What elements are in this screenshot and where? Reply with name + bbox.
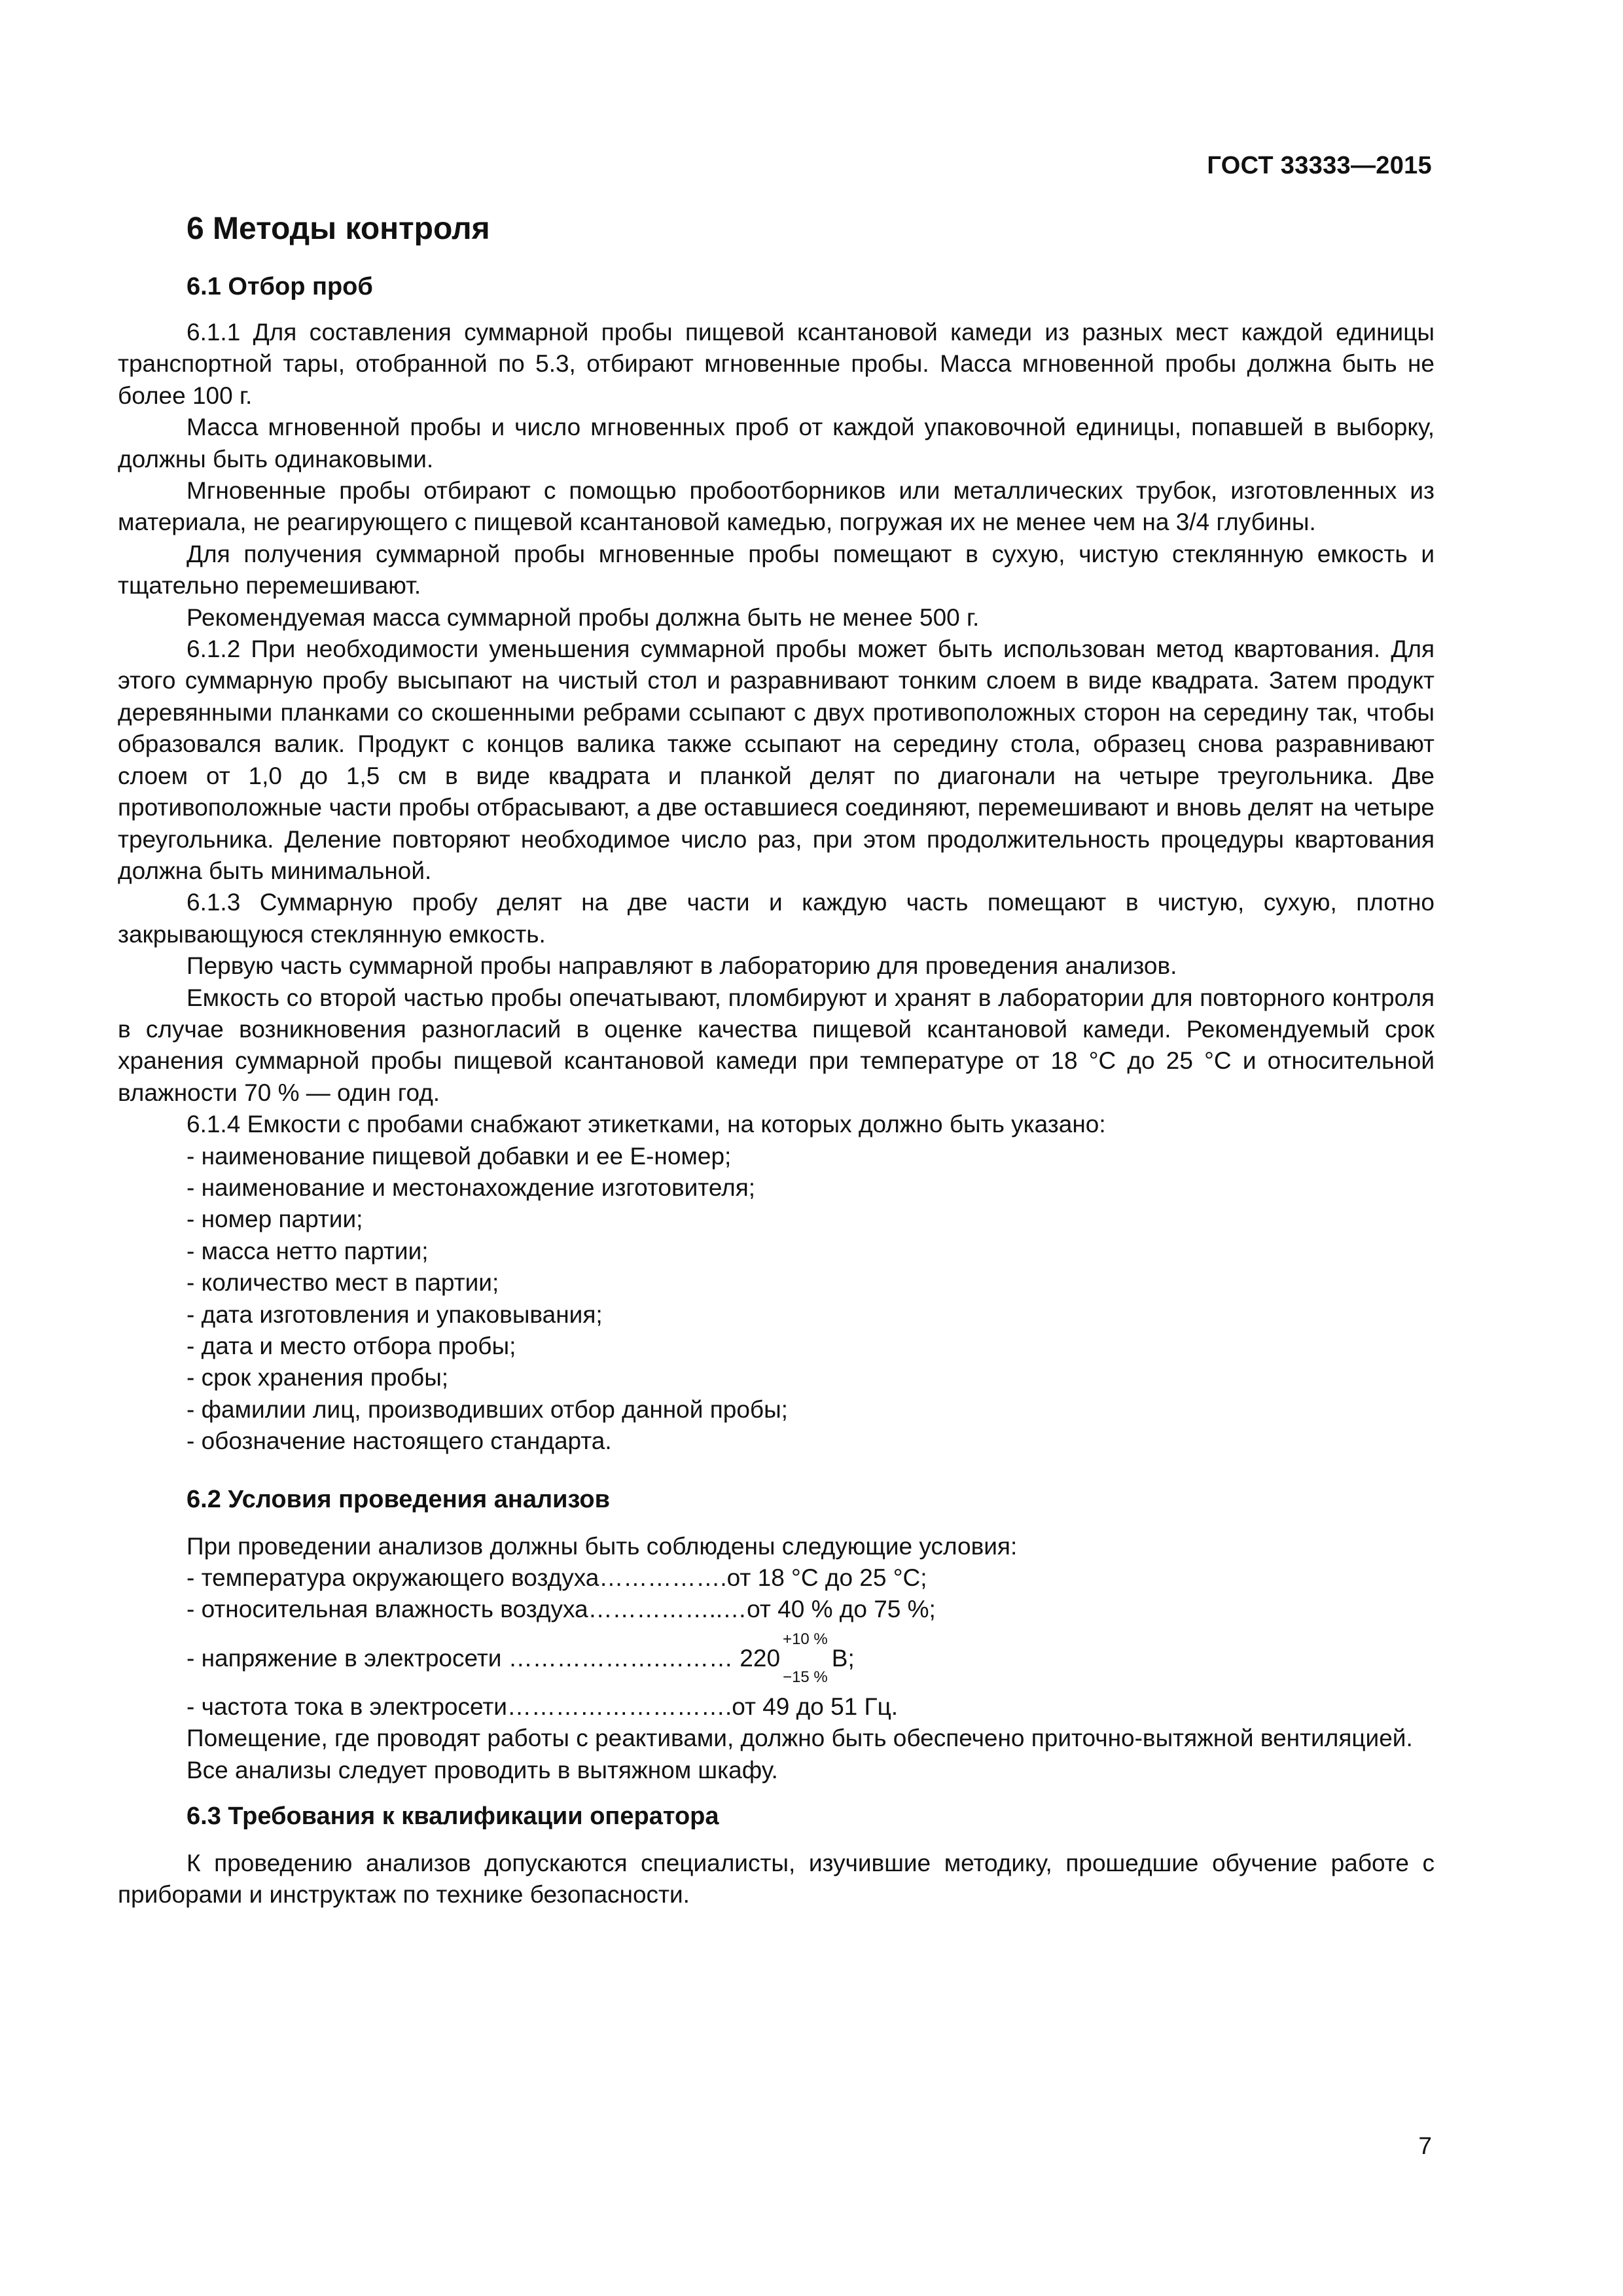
page-number: 7 (1418, 2132, 1432, 2159)
list-item: - наименование пищевой добавки и ее Е-номер; (187, 1142, 732, 1170)
subsection-title-6-2: 6.2 Условия проведения анализов (187, 1485, 610, 1513)
list-item: - фамилии лиц, производивших отбор данной пробы; (187, 1395, 788, 1423)
subsection-title-6-3: 6.3 Требования к квалификации оператора (187, 1803, 719, 1831)
paragraph-ventilation: Помещение, где проводят работы с реактивами, должно быть обеспечено приточно-вытяжной вентиляцией. (187, 1725, 1413, 1752)
list-item: - наименование и местонахождение изготовителя; (187, 1174, 756, 1201)
section-title: 6 Методы контроля (187, 211, 490, 246)
page-content (118, 209, 1435, 1911)
condition-voltage (118, 1626, 1435, 1691)
voltage-label: - напряжение в электросети ……………….……… 220 (187, 1644, 781, 1672)
paragraph-6-1-1: 6.1.1 Для составления суммарной пробы пищевой ксантановой камеди из разных мест каждой единицы транспортной тары, отобранной по 5.3, отбирают мгновенные пробы. Масса мгновенной пробы должна быть не более 100 г. (118, 319, 1435, 409)
condition-humidity: - относительная влажность воздуха……………..…от 40 % до 75 %; (187, 1596, 936, 1623)
paragraph-6-1-3: 6.1.3 Суммарную пробу делят на две части и каждую часть помещают в чистую, сухую, плотно закрывающуюся стеклянную емкость. (118, 889, 1435, 948)
paragraph: Емкость со второй частью пробы опечатывают, пломбируют и хранят в лаборатории для повторного контроля в случае возникновения разногласий в оценке качества пищевой ксантановой камеди. Рекомендуемый срок хранения суммарной пробы пищевой ксантановой камеди при температуре от 18 °С до 25 °С и относительной влажности 70 % — один год. (118, 984, 1435, 1106)
paragraph: Масса мгновенной пробы и число мгновенных проб от каждой упаковочной единицы, попавшей в выборку, должны быть одинаковыми. (118, 414, 1435, 473)
list-item: - обозначение настоящего стандарта. (187, 1427, 612, 1455)
standard-code: ГОСТ 33333—2015 (1207, 152, 1432, 179)
paragraph: Рекомендуемая масса суммарной пробы должна быть не менее 500 г. (187, 603, 980, 631)
paragraph: Первую часть суммарной пробы направляют в лабораторию для проведения анализов. (187, 952, 1177, 980)
paragraph-6-1-2: 6.1.2 При необходимости уменьшения суммарной пробы может быть использован метод квартования. Для этого суммарную пробу высыпают на чистый стол и разравнивают тонким слоем в виде квадрата. Затем продукт деревянными планками со скошенными ребрами ссыпают с двух противоположных сторон на середину так, чтобы образовался валик. Продукт с концов валика также ссыпают на середину стола, образец снова разравнивают слоем от 1,0 до 1,5 см в виде квадрата и планкой делят по диагонали на четыре треугольника. Две противоположные части пробы отбрасывают, а две оставшиеся соединяют, перемешивают и вновь делят на четыре треугольника. Деление повторяют необходимое число раз, при этом продолжительность процедуры квартования должна быть минимальной. (118, 636, 1435, 884)
label-requirements-list (118, 1141, 1435, 1458)
list-item: - масса нетто партии; (187, 1237, 429, 1265)
condition-temperature: - температура окружающего воздуха…………….от 18 °С до 25 °С; (187, 1564, 927, 1592)
paragraph-6-1-4: 6.1.4 Емкости с пробами снабжают этикетками, на которых должно быть указано: (187, 1111, 1106, 1138)
paragraph-operator-qualification: К проведению анализов допускаются специалисты, изучившие методику, прошедшие обучение работе с приборами и инструктаж по технике безопасности. (118, 1850, 1435, 1909)
condition-frequency: - частота тока в электросети……………………….от 49 до 51 Гц. (187, 1693, 899, 1720)
list-item: - количество мест в партии; (187, 1269, 499, 1297)
conditions-intro: При проведении анализов должны быть соблюдены следующие условия: (187, 1532, 1018, 1560)
paragraph: Для получения суммарной пробы мгновенные пробы помещают в сухую, чистую стеклянную емкость и тщательно перемешивают. (118, 540, 1435, 600)
voltage-unit: В; (831, 1644, 855, 1672)
paragraph: Мгновенные пробы отбирают с помощью пробоотборников или металлических трубок, изготовленных из материала, не реагирующего с пищевой ксантановой камедью, погружая их не менее чем на 3/4 глубины. (118, 477, 1435, 536)
voltage-tolerance (783, 1630, 828, 1687)
voltage-tolerance-minus: −15 % (783, 1668, 828, 1686)
list-item: - дата изготовления и упаковывания; (187, 1300, 603, 1328)
list-item: - номер партии; (187, 1206, 363, 1233)
list-item: - дата и место отбора пробы; (187, 1333, 516, 1359)
paragraph-fume-hood: Все анализы следует проводить в вытяжном шкафу. (187, 1756, 778, 1784)
subsection-title-6-1: 6.1 Отбор проб (187, 273, 373, 300)
voltage-tolerance-plus: +10 % (783, 1630, 828, 1648)
list-item: - срок хранения пробы; (187, 1364, 449, 1391)
